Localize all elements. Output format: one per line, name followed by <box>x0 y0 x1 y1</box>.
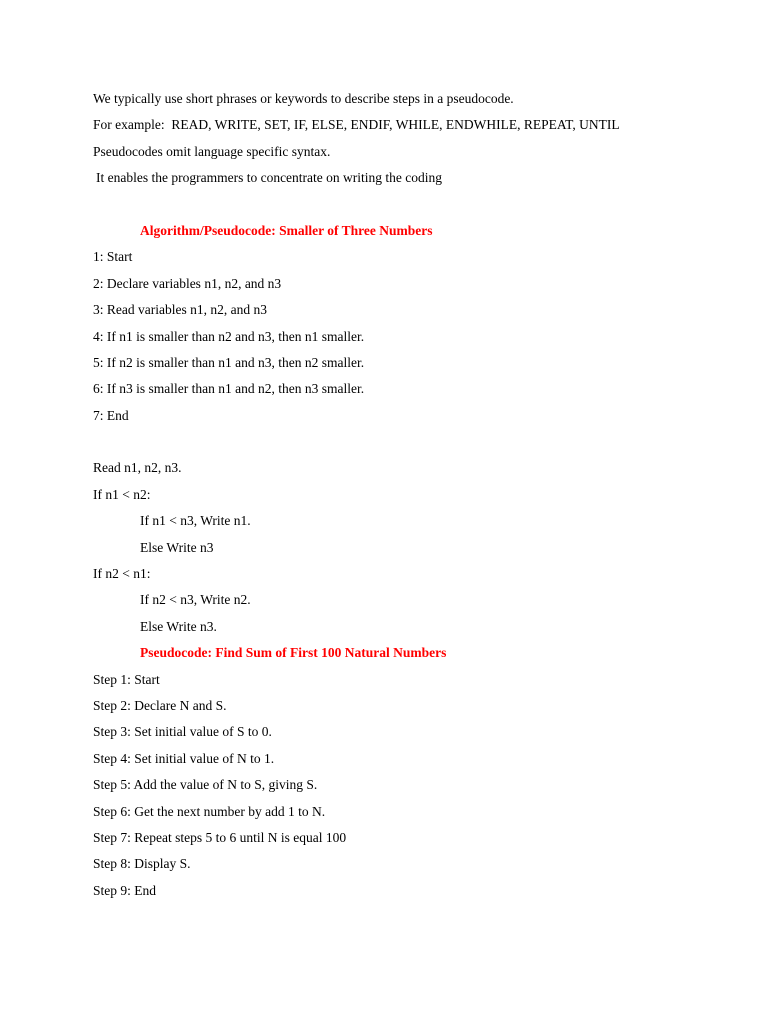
section-heading-sum-first-100: Pseudocode: Find Sum of First 100 Natural Numbers <box>140 645 447 661</box>
code-line-if1: If n1 < n2: <box>93 486 151 502</box>
intro-line-1: We typically use short phrases or keywords to describe steps in a pseudocode. <box>93 91 514 106</box>
pseudocode-step: Step 5: Add the value of N to S, giving S. <box>93 777 318 793</box>
intro-line-4: It enables the programmers to concentrate on writing the coding <box>96 170 443 186</box>
section-heading-smaller-of-three: Algorithm/Pseudocode: Smaller of Three Numbers <box>140 222 433 238</box>
code-line-if2-a: If n2 < n3, Write n2. <box>140 592 251 608</box>
intro-line-2: For example: READ, WRITE, SET, IF, ELSE, ENDIF, WHILE, ENDWHILE, REPEAT, UNTIL <box>93 117 620 133</box>
pseudocode-step: Step 8: Display S. <box>93 856 191 872</box>
algorithm-step: 7: End <box>93 407 129 423</box>
pseudocode-step: Step 3: Set initial value of S to 0. <box>93 724 272 740</box>
algorithm-step: 3: Read variables n1, n2, and n3 <box>93 302 267 318</box>
intro-line-3: Pseudocodes omit language specific syntax. <box>93 143 331 159</box>
pseudocode-step: Step 1: Start <box>93 671 160 687</box>
pseudocode-step: Step 4: Set initial value of N to 1. <box>93 750 275 766</box>
code-line-if2: If n2 < n1: <box>93 566 151 582</box>
pseudocode-step: Step 9: End <box>93 882 156 898</box>
algorithm-step: 5: If n2 is smaller than n1 and n3, then n2 smaller. <box>93 354 365 370</box>
spacer <box>93 429 768 455</box>
spacer <box>93 192 768 218</box>
code-line-read: Read n1, n2, n3. <box>93 460 182 476</box>
algorithm-step: 4: If n1 is smaller than n2 and n3, then n1 smaller. <box>93 328 365 344</box>
algorithm-step: 1: Start <box>93 249 133 265</box>
code-line-if1-a: If n1 < n3, Write n1. <box>140 513 251 529</box>
code-line-if1-b: Else Write n3 <box>140 539 214 555</box>
code-line-if2-b: Else Write n3. <box>140 618 217 634</box>
pseudocode-step: Step 7: Repeat steps 5 to 6 until N is equal 100 <box>93 829 347 845</box>
algorithm-step: 6: If n3 is smaller than n1 and n2, then n3 smaller. <box>93 381 365 397</box>
algorithm-step: 2: Declare variables n1, n2, and n3 <box>93 275 282 291</box>
pseudocode-step: Step 2: Declare N and S. <box>93 697 227 713</box>
pseudocode-step: Step 6: Get the next number by add 1 to N. <box>93 803 326 819</box>
